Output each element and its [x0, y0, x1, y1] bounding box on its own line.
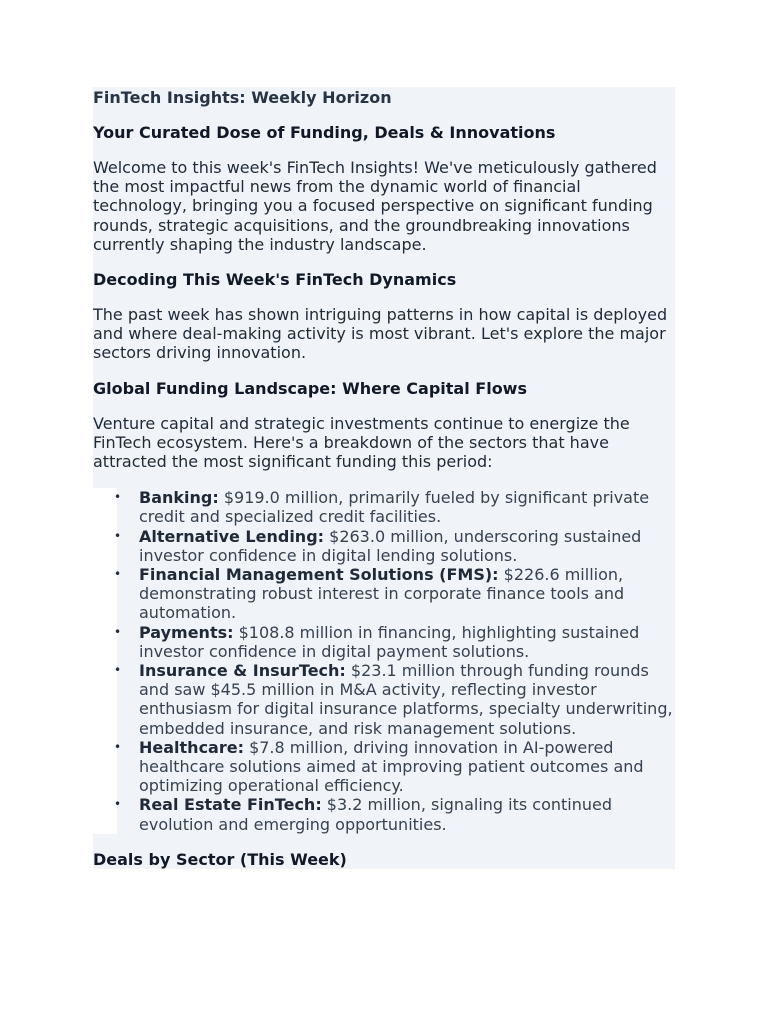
sector-name: Banking:: [139, 488, 219, 508]
list-item: [93, 623, 675, 661]
section-heading-funding: Global Funding Landscape: Where Capital Flows: [93, 378, 527, 398]
sector-detail: $7.8 million, driving innovation in AI-powered healthcare solutions aimed at improving patient outcomes and optimizing operational efficiency.: [139, 737, 644, 796]
newsletter-document: [93, 87, 675, 869]
list-item: [93, 795, 675, 833]
dynamics-paragraph: The past week has shown intriguing patterns in how capital is deployed and where deal-making activity is most vibrant. Let's explore the major sectors driving innovation.: [93, 305, 668, 363]
list-item: [93, 527, 675, 565]
section-heading-dynamics: Decoding This Week's FinTech Dynamics: [93, 270, 457, 290]
funding-paragraph: Venture capital and strategic investments continue to energize the FinTech ecosystem. Here's a breakdown of the sectors that have attracted the most significant funding this period:: [93, 413, 630, 472]
sector-name: Real Estate FinTech:: [139, 795, 322, 815]
sector-name: Insurance & InsurTech:: [139, 661, 346, 681]
sector-detail: $226.6 million, demonstrating robust interest in corporate finance tools and automation.: [139, 565, 625, 623]
sector-detail: $263.0 million, underscoring sustained investor confidence in digital lending solutions.: [139, 526, 642, 565]
section-heading-deals: Deals by Sector (This Week): [93, 849, 347, 869]
sector-name: Alternative Lending:: [139, 526, 325, 546]
sector-detail: $23.1 million through funding rounds and saw $45.5 million in M&A activity, reflecting investor enthusiasm for digital insurance platforms, specialty underwriting, embedded insurance, and risk management solutions.: [139, 661, 673, 738]
sector-funding-list: [93, 488, 675, 834]
list-item: [93, 565, 675, 623]
list-item: [93, 738, 675, 796]
sector-name: Financial Management Solutions (FMS):: [139, 565, 499, 585]
sector-detail: $919.0 million, primarily fueled by significant private credit and specialized credit facilities.: [139, 488, 650, 527]
intro-paragraph: Welcome to this week's FinTech Insights! We've meticulously gathered the most impactful news from the dynamic world of financial technology, bringing you a focused perspective on significant funding rounds, strategic acquisitions, and the groundbreaking innovations currently shaping the industry landscape.: [93, 158, 657, 254]
list-item: [93, 488, 675, 526]
sector-detail: $108.8 million in financing, highlighting sustained investor confidence in digital payment solutions.: [139, 622, 640, 661]
newsletter-subtitle: Your Curated Dose of Funding, Deals & Innovations: [93, 123, 556, 142]
sector-name: Healthcare:: [139, 737, 244, 757]
sector-name: Payments:: [139, 622, 234, 642]
list-item: [93, 661, 675, 738]
newsletter-title: FinTech Insights: Weekly Horizon: [93, 88, 392, 107]
sector-detail: $3.2 million, signaling its continued evolution and emerging opportunities.: [139, 795, 613, 834]
